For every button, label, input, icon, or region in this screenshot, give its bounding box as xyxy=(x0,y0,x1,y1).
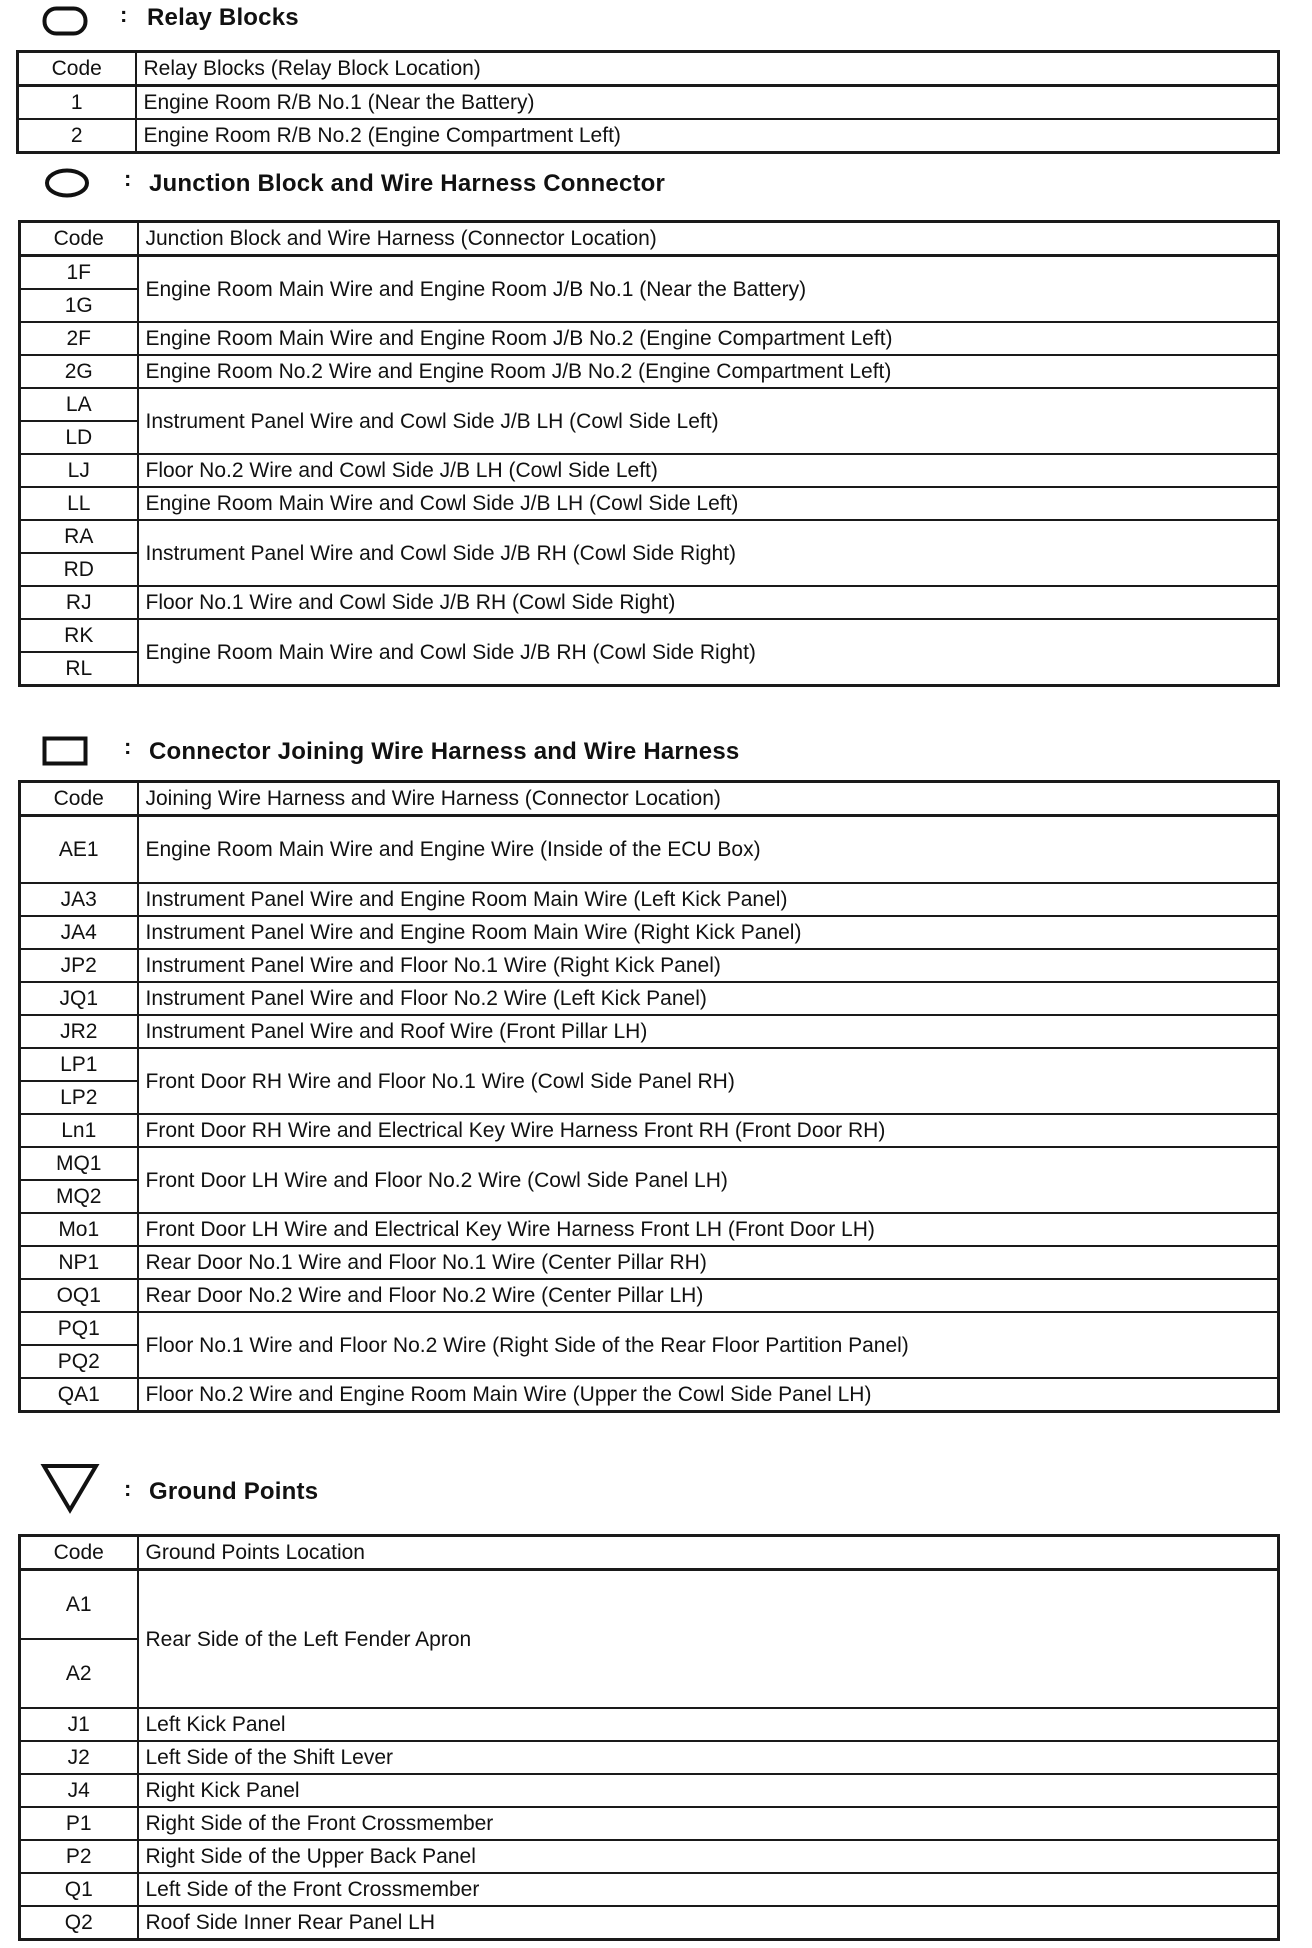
table-row xyxy=(20,1015,1279,1048)
table-header-row xyxy=(20,222,1279,256)
location-cell: Instrument Panel Wire and Cowl Side J/B LH (Cowl Side Left) xyxy=(138,388,1279,454)
code-cell: RJ xyxy=(20,586,138,619)
relay-blocks-title: Relay Blocks xyxy=(147,4,299,31)
ground-points-title: Ground Points xyxy=(149,1478,319,1505)
connector-title: Connector Joining Wire Harness and Wire Harness xyxy=(149,738,740,765)
code-cell: JP2 xyxy=(20,949,138,982)
code-column-header: Code xyxy=(20,1536,138,1570)
code-cell: RA xyxy=(20,520,138,553)
code-cell: JR2 xyxy=(20,1015,138,1048)
table-row xyxy=(20,1378,1279,1412)
location-cell: Engine Room Main Wire and Cowl Side J/B RH (Cowl Side Right) xyxy=(138,619,1279,686)
ground-colon: : xyxy=(124,1476,132,1501)
location-cell: Front Door RH Wire and Floor No.1 Wire (Cowl Side Panel RH) xyxy=(138,1048,1279,1114)
location-cell: Instrument Panel Wire and Floor No.2 Wire (Left Kick Panel) xyxy=(138,982,1279,1015)
table-row xyxy=(20,1840,1279,1873)
code-cell: 1 xyxy=(18,86,136,120)
table-row xyxy=(20,982,1279,1015)
table-row xyxy=(20,1312,1279,1345)
triangle-down-icon xyxy=(40,1462,100,1514)
code-cell: P2 xyxy=(20,1840,138,1873)
code-cell: LA xyxy=(20,388,138,421)
location-column-header: Junction Block and Wire Harness (Connector Location) xyxy=(138,222,1279,256)
location-cell: Left Kick Panel xyxy=(138,1708,1279,1741)
location-cell: Instrument Panel Wire and Cowl Side J/B RH (Cowl Side Right) xyxy=(138,520,1279,586)
location-cell: Engine Room Main Wire and Engine Room J/B No.1 (Near the Battery) xyxy=(138,256,1279,323)
table-row xyxy=(20,1807,1279,1840)
location-cell: Floor No.1 Wire and Cowl Side J/B RH (Cowl Side Right) xyxy=(138,586,1279,619)
code-cell: RD xyxy=(20,553,138,586)
table-header-row xyxy=(20,782,1279,816)
code-cell: LJ xyxy=(20,454,138,487)
location-cell: Front Door RH Wire and Electrical Key Wire Harness Front RH (Front Door RH) xyxy=(138,1114,1279,1147)
ground-points-table xyxy=(18,1534,1280,1941)
location-cell: Floor No.1 Wire and Floor No.2 Wire (Right Side of the Rear Floor Partition Panel) xyxy=(138,1312,1279,1378)
code-cell: 1G xyxy=(20,289,138,322)
code-cell: NP1 xyxy=(20,1246,138,1279)
table-row xyxy=(20,883,1279,916)
code-cell: JA3 xyxy=(20,883,138,916)
code-cell: J1 xyxy=(20,1708,138,1741)
location-cell: Left Side of the Shift Lever xyxy=(138,1741,1279,1774)
table-row xyxy=(20,916,1279,949)
location-cell: Instrument Panel Wire and Roof Wire (Front Pillar LH) xyxy=(138,1015,1279,1048)
location-cell: Engine Room Main Wire and Cowl Side J/B LH (Cowl Side Left) xyxy=(138,487,1279,520)
location-cell: Right Side of the Front Crossmember xyxy=(138,1807,1279,1840)
connector-table xyxy=(18,780,1280,1413)
location-cell: Right Side of the Upper Back Panel xyxy=(138,1840,1279,1873)
junction-block-table xyxy=(18,220,1280,687)
table-header-row xyxy=(20,1536,1279,1570)
code-cell: 2G xyxy=(20,355,138,388)
table-row xyxy=(20,1246,1279,1279)
table-row xyxy=(20,520,1279,553)
code-cell: 2F xyxy=(20,322,138,355)
table-row xyxy=(18,119,1279,153)
table-row xyxy=(20,1048,1279,1081)
location-column-header: Joining Wire Harness and Wire Harness (Connector Location) xyxy=(138,782,1279,816)
location-cell: Left Side of the Front Crossmember xyxy=(138,1873,1279,1906)
code-cell: LL xyxy=(20,487,138,520)
oval-icon xyxy=(44,168,90,198)
location-cell: Instrument Panel Wire and Engine Room Main Wire (Right Kick Panel) xyxy=(138,916,1279,949)
table-row xyxy=(20,1873,1279,1906)
table-row xyxy=(20,586,1279,619)
location-cell: Instrument Panel Wire and Floor No.1 Wire (Right Kick Panel) xyxy=(138,949,1279,982)
code-column-header: Code xyxy=(20,782,138,816)
code-cell: A2 xyxy=(20,1639,138,1708)
rectangle-icon xyxy=(42,736,88,766)
location-cell: Floor No.2 Wire and Cowl Side J/B LH (Cowl Side Left) xyxy=(138,454,1279,487)
code-cell: PQ1 xyxy=(20,1312,138,1345)
table-row xyxy=(20,256,1279,290)
table-row xyxy=(20,322,1279,355)
location-column-header: Ground Points Location xyxy=(138,1536,1279,1570)
location-cell: Rear Door No.1 Wire and Floor No.1 Wire (Center Pillar RH) xyxy=(138,1246,1279,1279)
code-cell: P1 xyxy=(20,1807,138,1840)
table-row xyxy=(20,1114,1279,1147)
location-cell: Front Door LH Wire and Floor No.2 Wire (Cowl Side Panel LH) xyxy=(138,1147,1279,1213)
connector-colon: : xyxy=(124,734,132,759)
code-cell: MQ2 xyxy=(20,1180,138,1213)
table-row xyxy=(20,949,1279,982)
code-cell: AE1 xyxy=(20,816,138,884)
location-cell: Rear Door No.2 Wire and Floor No.2 Wire (Center Pillar LH) xyxy=(138,1279,1279,1312)
code-cell: PQ2 xyxy=(20,1345,138,1378)
table-row xyxy=(20,619,1279,652)
code-cell: Ln1 xyxy=(20,1114,138,1147)
location-cell: Right Kick Panel xyxy=(138,1774,1279,1807)
code-cell: 2 xyxy=(18,119,136,153)
table-row xyxy=(20,355,1279,388)
code-cell: LP1 xyxy=(20,1048,138,1081)
relay-colon: : xyxy=(120,2,128,27)
table-row xyxy=(20,1147,1279,1180)
code-cell: Mo1 xyxy=(20,1213,138,1246)
table-row xyxy=(20,388,1279,421)
code-cell: LP2 xyxy=(20,1081,138,1114)
code-column-header: Code xyxy=(20,222,138,256)
code-cell: RK xyxy=(20,619,138,652)
table-row xyxy=(20,1279,1279,1312)
location-cell: Engine Room Main Wire and Engine Wire (Inside of the ECU Box) xyxy=(138,816,1279,884)
code-cell: A1 xyxy=(20,1570,138,1640)
table-row xyxy=(20,816,1279,884)
table-row xyxy=(20,1213,1279,1246)
rounded-rect-icon xyxy=(42,6,88,36)
table-row xyxy=(20,1741,1279,1774)
code-cell: J4 xyxy=(20,1774,138,1807)
table-row xyxy=(20,1708,1279,1741)
code-cell: JA4 xyxy=(20,916,138,949)
code-cell: Q2 xyxy=(20,1906,138,1940)
code-cell: Q1 xyxy=(20,1873,138,1906)
table-row xyxy=(20,454,1279,487)
relay-blocks-table xyxy=(16,50,1280,154)
table-row xyxy=(20,487,1279,520)
location-cell: Engine Room Main Wire and Engine Room J/B No.2 (Engine Compartment Left) xyxy=(138,322,1279,355)
table-row xyxy=(18,86,1279,120)
code-cell: LD xyxy=(20,421,138,454)
code-cell: MQ1 xyxy=(20,1147,138,1180)
location-cell: Front Door LH Wire and Electrical Key Wire Harness Front LH (Front Door LH) xyxy=(138,1213,1279,1246)
table-row xyxy=(20,1570,1279,1640)
location-column-header: Relay Blocks (Relay Block Location) xyxy=(136,52,1279,86)
code-cell: JQ1 xyxy=(20,982,138,1015)
location-cell: Engine Room R/B No.2 (Engine Compartment Left) xyxy=(136,119,1279,153)
location-cell: Engine Room No.2 Wire and Engine Room J/B No.2 (Engine Compartment Left) xyxy=(138,355,1279,388)
junction-block-title: Junction Block and Wire Harness Connector xyxy=(149,170,666,197)
location-cell: Instrument Panel Wire and Engine Room Main Wire (Left Kick Panel) xyxy=(138,883,1279,916)
location-cell: Engine Room R/B No.1 (Near the Battery) xyxy=(136,86,1279,120)
table-row xyxy=(20,1906,1279,1940)
location-cell: Rear Side of the Left Fender Apron xyxy=(138,1570,1279,1709)
code-column-header: Code xyxy=(18,52,136,86)
code-cell: OQ1 xyxy=(20,1279,138,1312)
code-cell: QA1 xyxy=(20,1378,138,1412)
code-cell: RL xyxy=(20,652,138,686)
table-row xyxy=(20,1774,1279,1807)
location-cell: Floor No.2 Wire and Engine Room Main Wire (Upper the Cowl Side Panel LH) xyxy=(138,1378,1279,1412)
location-cell: Roof Side Inner Rear Panel LH xyxy=(138,1906,1279,1940)
table-header-row xyxy=(18,52,1279,86)
junction-colon: : xyxy=(124,166,132,191)
code-cell: J2 xyxy=(20,1741,138,1774)
code-cell: 1F xyxy=(20,256,138,290)
